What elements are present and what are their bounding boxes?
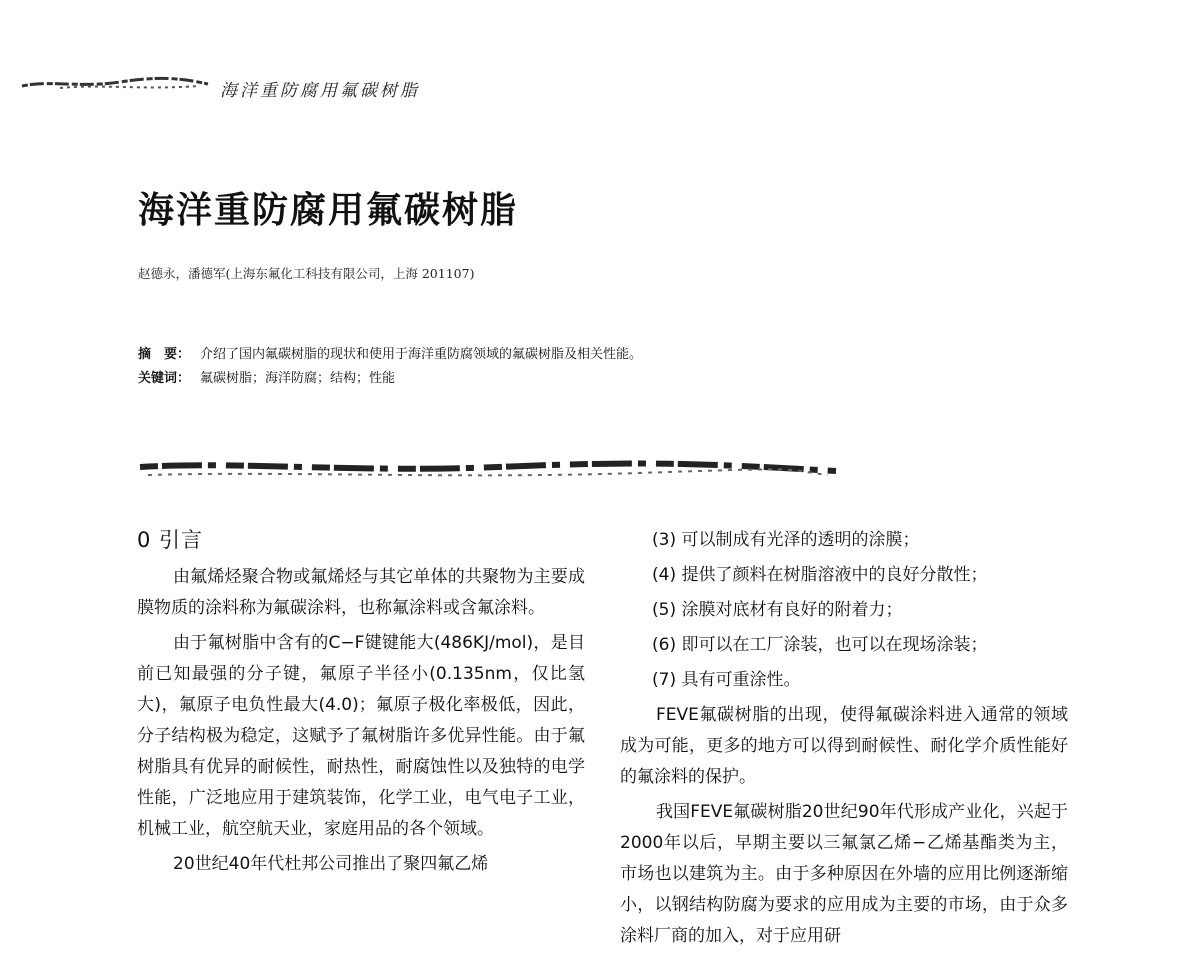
- article-title: 海洋重防腐用氟碳树脂: [138, 190, 519, 231]
- section-divider-stroke: [138, 455, 838, 485]
- paragraph: 我国FEVE氟碳树脂20世纪90年代形成产业化，兴起于2000年以后，早期主要以三氟氯乙烯−乙烯基酯类为主，市场也以建筑为主。由于多种原因在外墙的应用比例逐渐缩小，以钢结构防腐为要求的应用成为主要的市场，由于众多涂料厂商的加入，对于应用研: [620, 802, 1068, 946]
- paragraph: 由于氟树脂中含有的C−F键键能大(486KJ/mol)，是目前已知最强的分子键，氟原子半径小(0.135nm，仅比氢大)，氟原子电负性最大(4.0)；氟原子极化率极低，因此，分子结构极为稳定，这赋予了氟树脂许多优异性能。由于氟树脂具有优异的耐候性，耐热性，耐腐蚀性以及独特的电学性能，广泛地应用于建筑装饰，化学工业，电气电子工业，机械工业，航空航天业，家庭用品的各个领域。: [137, 633, 585, 839]
- author-line: 赵德永，潘德军(上海东氟化工科技有限公司，上海 201107): [138, 266, 475, 281]
- list-item: (5) 涂膜对底材有良好的附着力；: [652, 600, 903, 620]
- abstract-label: 摘 要：: [138, 347, 191, 362]
- abstract: [138, 343, 642, 362]
- keywords-text: 氟碳树脂；海洋防腐；结构；性能: [200, 371, 396, 386]
- left-column: [137, 525, 585, 884]
- keywords-label: 关键词：: [138, 371, 191, 386]
- list-item: (7) 具有可重涂性。: [652, 670, 801, 690]
- header-decorative-stroke: [20, 72, 210, 94]
- keywords: [138, 367, 395, 386]
- section-heading: 0 引言: [137, 528, 204, 552]
- paragraph: FEVE氟碳树脂的出现，使得氟碳涂料进入通常的领域成为可能，更多的地方可以得到耐候性、耐化学介质性能好的氟涂料的保护。: [620, 705, 1068, 787]
- abstract-text: 介绍了国内氟碳树脂的现状和使用于海洋重防腐领域的氟碳树脂及相关性能。: [200, 347, 643, 362]
- list-item: (3) 可以制成有光泽的透明的涂膜；: [652, 530, 920, 550]
- list-item: (4) 提供了颜料在树脂溶液中的良好分散性；: [652, 565, 988, 585]
- paragraph: 由氟烯烃聚合物或氟烯烃与其它单体的共聚物为主要成膜物质的涂料称为氟碳涂料，也称氟涂料或含氟涂料。: [137, 567, 585, 618]
- running-head: 海洋重防腐用氟碳树脂: [220, 81, 420, 101]
- paragraph: 20世纪40年代杜邦公司推出了聚四氟乙烯: [173, 854, 489, 874]
- right-column: [620, 525, 1068, 956]
- list-item: (6) 即可以在工厂涂装，也可以在现场涂装；: [652, 635, 988, 655]
